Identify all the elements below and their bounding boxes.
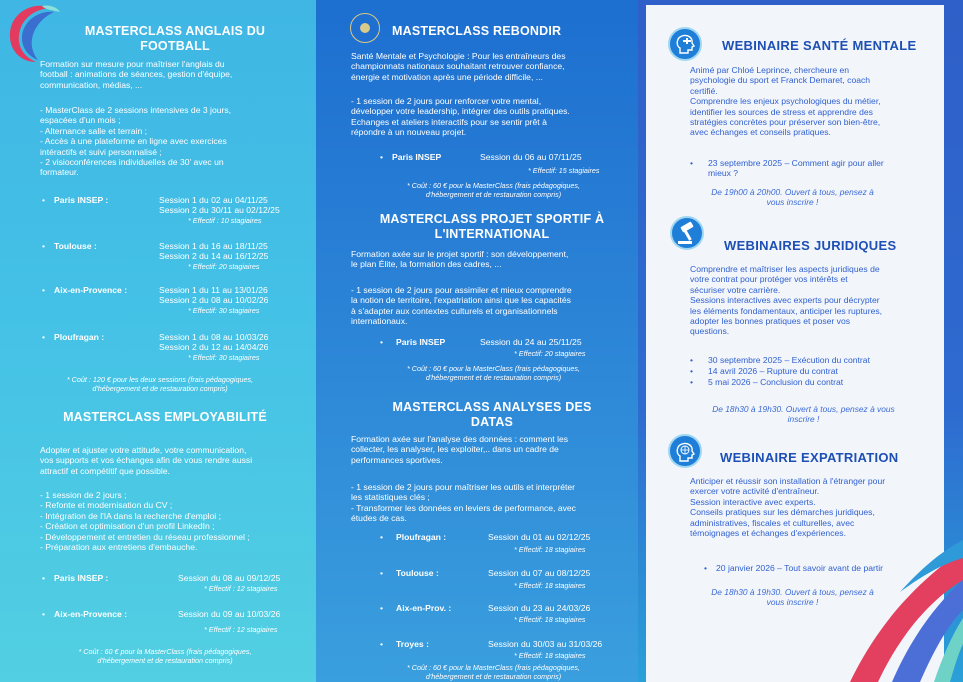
football-session-aix	[40, 285, 310, 319]
gavel-icon	[670, 216, 704, 250]
session-effectif: * Effectif: 18 stagiaires	[514, 651, 586, 660]
session-dates: Session du 23 au 24/03/26	[488, 603, 591, 613]
webinaire-expatriation-title: WEBINAIRE EXPATRIATION	[720, 450, 899, 465]
session-effectif: * Effectif: 20 stagiaires	[514, 349, 586, 358]
session-effectif: * Effectif: 15 stagiaires	[528, 166, 600, 175]
syndicat-logo-core	[360, 23, 370, 33]
session-effectif: * Effectif: 20 stagiaires	[188, 262, 260, 271]
medical-head-icon	[668, 27, 702, 61]
webinaires-juridiques-title: WEBINAIRES JURIDIQUES	[724, 238, 897, 253]
session-location: Paris INSEP	[392, 152, 442, 162]
sante-date-text: 23 septembre 2025 – Comment agir pour aller mieux ?	[708, 158, 884, 179]
session-effectif: * Effectif : 10 stagiaires	[188, 216, 262, 225]
juridiques-text: Comprendre et maîtriser les aspects juridiques de votre contrat pour protéger vos intérêts et sécuriser votre carrière. Sessions interactives avec experts pour décrypter les éléments fondamentaux, anticiper les ruptures, adopter les bonnes pratiques et poser vos questions.	[690, 264, 883, 337]
session-dates: Session 1 du 16 au 18/11/25 Session 2 du 14 au 16/12/25	[159, 241, 269, 262]
session-location: Ploufragan :	[54, 332, 105, 342]
bullet-icon: •	[690, 366, 694, 376]
analyses-session-toulouse	[380, 568, 635, 592]
session-effectif: * Effectif: 18 stagiaires	[514, 581, 586, 590]
session-effectif: * Effectif: 18 stagiaires	[514, 545, 586, 554]
bullet-icon: •	[380, 152, 384, 162]
projet-details: - 1 session de 2 jours pour assimiler et mieux comprendre la notion de territoire, l'expatriation ainsi que les capacités à s'adapter aux contextes culturels et organisationnels internationaux.	[351, 285, 572, 327]
session-location: Toulouse :	[54, 241, 97, 251]
masterclass-employabilite-title: MASTERCLASS EMPLOYABILITÉ	[63, 410, 267, 424]
analyses-session-ploufragan	[380, 532, 635, 556]
sante-schedule-note: De 19h00 à 20h00. Ouvert à tous, pensez à vous inscrire !	[711, 187, 874, 208]
session-dates: Session du 01 au 02/12/25	[488, 532, 591, 542]
expat-text: Anticiper et réussir son installation à l'étranger pour exercer votre activité d'entraîneur. Session interactive avec experts. Conseils pratiques sur les démarches juridiques, administratives, fiscales et culturelles, avec témoignages et échanges d'expériences.	[690, 476, 886, 539]
football-cost-note: * Coût : 120 € pour les deux sessions (frais pédagogiques, d'hébergement et de restauration compris)	[66, 375, 254, 393]
session-dates: Session du 24 au 25/11/25	[480, 337, 582, 347]
session-location: Ploufragan :	[396, 532, 447, 542]
bullet-icon: •	[42, 195, 46, 205]
bullet-icon: •	[380, 639, 384, 649]
session-dates: Session du 06 au 07/11/25	[480, 152, 582, 162]
projet-intro: Formation axée sur le projet sportif : son développement, le plan Élite, la formation des cadres, ...	[351, 249, 569, 270]
session-location: Aix-en-Provence :	[54, 609, 128, 619]
session-location: Paris INSEP :	[54, 573, 109, 583]
football-session-toulouse	[40, 241, 310, 275]
session-dates: Session du 07 au 08/12/25	[488, 568, 591, 578]
football-details: - MasterClass de 2 sessions intensives de 3 jours, espacées d'un mois ; - Alternance salle et terrain ; - Accès à une plateforme en ligne avec exercices intéractifs et suivi personnalisé ; - 2 visioconférences individuelles de 30' avec un formateur.	[40, 105, 232, 178]
session-effectif: * Effectif : 12 stagiaires	[204, 625, 278, 634]
juridiques-date-2	[690, 366, 930, 377]
analyses-cost-note: * Coût : 60 € pour la MasterClass (frais pédagogiques, d'hébergement et de restauration compris)	[407, 663, 580, 681]
session-location: Paris INSEP	[396, 337, 446, 347]
session-dates: Session 1 du 11 au 13/01/26 Session 2 du 08 au 10/02/26	[159, 285, 269, 306]
juridiques-date-text: 30 septembre 2025 – Exécution du contrat	[708, 355, 870, 365]
globe-head-icon	[668, 434, 702, 468]
session-effectif: * Effectif: 18 stagiaires	[514, 615, 586, 624]
projet-cost-note: * Coût : 60 € pour la MasterClass (frais pédagogiques, d'hébergement et de restauration compris)	[407, 364, 580, 382]
juridiques-date-text: 5 mai 2026 – Conclusion du contrat	[708, 377, 844, 387]
masterclass-rebondir-title: MASTERCLASS REBONDIR	[392, 24, 562, 38]
masterclass-football-title: MASTERCLASS ANGLAIS DU FOOTBALL	[84, 24, 266, 53]
session-location: Aix-en-Provence :	[54, 285, 128, 295]
bullet-icon: •	[42, 285, 46, 295]
session-dates: Session du 08 au 09/12/25	[178, 573, 281, 583]
juridiques-date-text: 14 avril 2026 – Rupture du contrat	[708, 366, 838, 376]
session-location: Aix-en-Prov. :	[396, 603, 452, 613]
bullet-icon: •	[690, 355, 694, 365]
webinaire-sante-title: WEBINAIRE SANTÉ MENTALE	[722, 38, 917, 53]
session-dates: Session 1 du 08 au 10/03/26 Session 2 du 12 au 14/04/26	[159, 332, 269, 353]
masterclass-projet-title: MASTERCLASS PROJET SPORTIF À L'INTERNATIONAL	[379, 212, 605, 241]
analyses-session-aix	[380, 603, 635, 627]
juridiques-schedule-note: De 18h30 à 19h30. Ouvert à tous, pensez à vous inscrire !	[712, 404, 895, 425]
sante-date-item	[690, 158, 930, 189]
rebondir-intro: Santé Mentale et Psychologie : Pour les entraîneurs des championnats nationaux souhaitant retrouver confiance, énergie et motivation après une période difficile, ...	[351, 51, 566, 82]
analyses-details: - 1 session de 2 jours pour maîtriser les outils et interpréter les statistiques clés ; - Transformer les données en leviers de performance, avec études de cas.	[351, 482, 576, 524]
analyses-intro: Formation axée sur l'analyse des données : comment les collecter, les analyser, les exploiter,.. dans un cadre de performances sportives.	[351, 434, 569, 465]
juridiques-date-1	[690, 355, 930, 366]
analyses-session-troyes	[380, 639, 635, 661]
employ-cost-note: * Coût : 60 € pour la MasterClass (frais pédagogiques, d'hébergement et de restauration compris)	[78, 647, 252, 665]
session-dates: Session du 30/03 au 31/03/26	[488, 639, 603, 649]
employ-intro: Adopter et ajuster votre attitude, votre communication, vos supports et vos échanges afin de vous rendre aussi attractif et compétitif que possible.	[40, 445, 253, 476]
projet-session-paris	[380, 337, 630, 361]
expat-date-text: 20 janvier 2026 – Tout savoir avant de partir	[716, 563, 884, 573]
session-dates: Session 1 du 02 au 04/11/25 Session 2 du 30/11 au 02/12/25	[159, 195, 280, 216]
session-effectif: * Effectif : 12 stagiaires	[204, 584, 278, 593]
rebondir-session-paris	[380, 152, 630, 176]
football-session-paris	[40, 195, 310, 229]
session-location: Troyes :	[396, 639, 429, 649]
football-intro: Formation sur mesure pour maîtriser l'anglais du football : animations de séances, gestion d'équipe, communication, médias, ...	[40, 59, 233, 90]
session-location: Toulouse :	[396, 568, 439, 578]
employ-session-aix	[40, 609, 310, 635]
bullet-icon: •	[380, 603, 384, 613]
expat-date-item	[704, 563, 934, 574]
brand-swoosh-logo	[2, 2, 62, 64]
juridiques-date-3	[690, 377, 930, 388]
rebondir-details: - 1 session de 2 jours pour renforcer votre mental, développer votre leadership, intégrer des outils pratiques. Echanges et ateliers interactifs pour se sentir prêt à répondre à un nouveau projet.	[351, 96, 570, 138]
bullet-icon: •	[42, 609, 46, 619]
session-dates: Session du 09 au 10/03/26	[178, 609, 281, 619]
decorative-stripes	[830, 540, 963, 682]
bullet-icon: •	[42, 573, 46, 583]
session-effectif: * Effectif: 30 stagiaires	[188, 353, 260, 362]
bullet-icon: •	[42, 241, 46, 251]
football-session-ploufragan	[40, 332, 310, 366]
syndicat-logo	[350, 13, 380, 43]
expat-schedule-note: De 18h30 à 19h30. Ouvert à tous, pensez à vous inscrire !	[711, 587, 874, 608]
bullet-icon: •	[42, 332, 46, 342]
bullet-icon: •	[380, 532, 384, 542]
bullet-icon: •	[690, 377, 694, 387]
employ-session-paris	[40, 573, 310, 599]
bullet-icon: •	[380, 337, 384, 347]
bullet-icon: •	[690, 158, 694, 168]
rebondir-cost-note: * Coût : 60 € pour la MasterClass (frais pédagogiques, d'hébergement et de restauration compris)	[407, 181, 580, 199]
masterclass-analyses-title: MASTERCLASS ANALYSES DES DATAS	[392, 400, 592, 429]
sante-text: Animé par Chloé Leprince, chercheure en psychologie du sport et Franck Demaret, coach certifié. Comprendre les enjeux psychologiques du métier, identifier les sources de stress et apprendre des stratégies concrètes pour préserver son bien-être, avec échanges et conseils pratiques.	[690, 65, 881, 138]
session-location: Paris INSEP :	[54, 195, 109, 205]
employ-details: - 1 session de 2 jours ; - Refonte et modernisation du CV ; - Intégration de l'IA dans la recherche d'emploi ; - Création et optimisation d'un profil LinkedIn ; - Développement et entretien du réseau professionnel ; - Préparation aux entretiens d'embauche.	[40, 490, 250, 553]
session-effectif: * Effectif: 30 stagiaires	[188, 306, 260, 315]
bullet-icon: •	[380, 568, 384, 578]
bullet-icon: •	[704, 563, 708, 573]
